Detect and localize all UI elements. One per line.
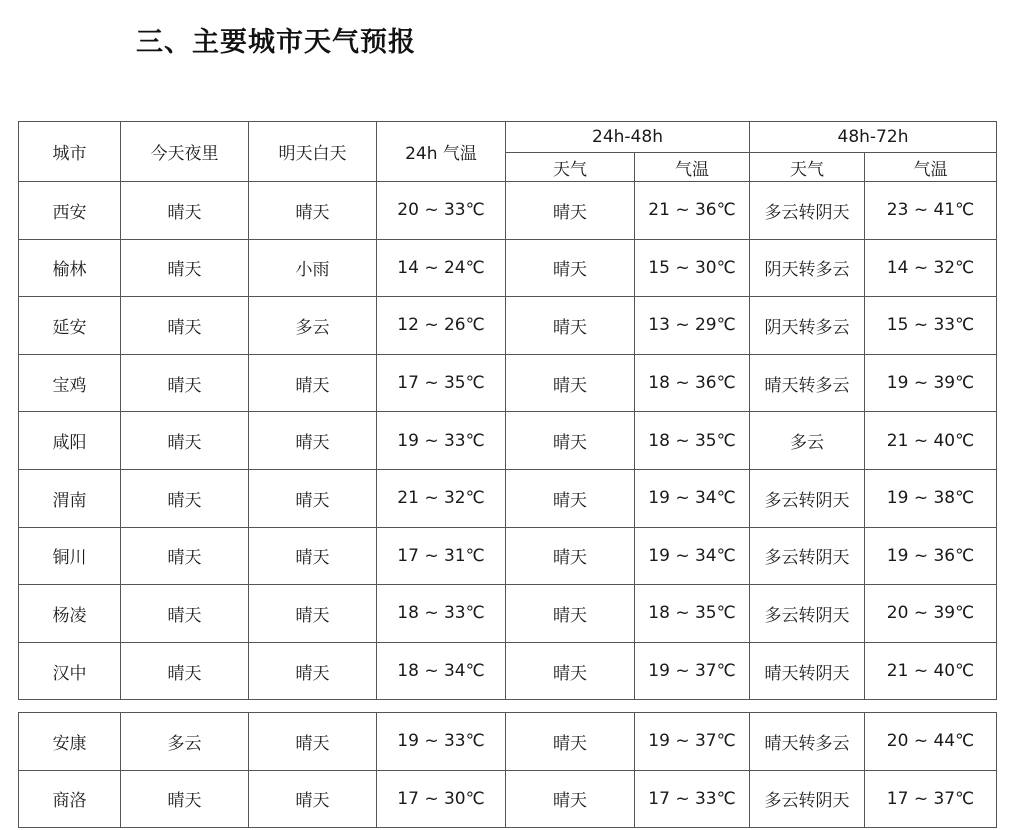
- cell-temp-48h: 18 ~ 35℃: [635, 585, 750, 643]
- cell-weather-72h: 晴天转多云: [750, 713, 865, 771]
- cell-tonight: 晴天: [121, 354, 249, 412]
- table-row: [19, 642, 997, 700]
- cell-city: 渭南: [19, 469, 121, 527]
- cell-temp-72h: 20 ~ 39℃: [865, 585, 997, 643]
- cell-temp-24h: 17 ~ 35℃: [377, 354, 506, 412]
- cell-temp-48h: 17 ~ 33℃: [635, 770, 750, 828]
- cell-tomorrow-day: 晴天: [249, 354, 377, 412]
- cell-temp-72h: 14 ~ 32℃: [865, 239, 997, 297]
- cell-temp-24h: 19 ~ 33℃: [377, 713, 506, 771]
- cell-weather-48h: 晴天: [506, 770, 635, 828]
- cell-temp-24h: 17 ~ 30℃: [377, 770, 506, 828]
- cell-tomorrow-day: 晴天: [249, 770, 377, 828]
- table-body-continued: [19, 713, 997, 828]
- cell-temp-24h: 17 ~ 31℃: [377, 527, 506, 585]
- cell-city: 延安: [19, 297, 121, 355]
- cell-tomorrow-day: 晴天: [249, 182, 377, 240]
- cell-temp-48h: 15 ~ 30℃: [635, 239, 750, 297]
- cell-weather-72h: 晴天转阴天: [750, 642, 865, 700]
- cell-temp-24h: 18 ~ 34℃: [377, 642, 506, 700]
- header-temp-24h: 24h 气温: [377, 122, 506, 182]
- cell-city: 安康: [19, 713, 121, 771]
- cell-tonight: 晴天: [121, 182, 249, 240]
- table-row: [19, 713, 997, 771]
- cell-weather-72h: 多云: [750, 412, 865, 470]
- cell-weather-48h: 晴天: [506, 585, 635, 643]
- header-temp-48h: 气温: [635, 153, 750, 182]
- cell-weather-72h: 阴天转多云: [750, 297, 865, 355]
- header-group-48h-72h: 48h-72h: [750, 122, 997, 153]
- cell-temp-72h: 19 ~ 38℃: [865, 469, 997, 527]
- cell-tomorrow-day: 晴天: [249, 412, 377, 470]
- cell-temp-72h: 17 ~ 37℃: [865, 770, 997, 828]
- cell-tomorrow-day: 晴天: [249, 713, 377, 771]
- cell-weather-72h: 晴天转多云: [750, 354, 865, 412]
- cell-tomorrow-day: 小雨: [249, 239, 377, 297]
- forecast-table-continued: [18, 712, 997, 828]
- cell-weather-72h: 多云转阴天: [750, 585, 865, 643]
- cell-weather-72h: 多云转阴天: [750, 469, 865, 527]
- cell-temp-24h: 18 ~ 33℃: [377, 585, 506, 643]
- table-row: [19, 354, 997, 412]
- cell-temp-24h: 21 ~ 32℃: [377, 469, 506, 527]
- cell-city: 西安: [19, 182, 121, 240]
- cell-weather-48h: 晴天: [506, 297, 635, 355]
- cell-city: 铜川: [19, 527, 121, 585]
- cell-temp-48h: 19 ~ 34℃: [635, 527, 750, 585]
- cell-weather-48h: 晴天: [506, 469, 635, 527]
- cell-temp-48h: 19 ~ 34℃: [635, 469, 750, 527]
- cell-weather-48h: 晴天: [506, 239, 635, 297]
- cell-temp-48h: 19 ~ 37℃: [635, 713, 750, 771]
- cell-weather-72h: 多云转阴天: [750, 770, 865, 828]
- cell-weather-48h: 晴天: [506, 527, 635, 585]
- cell-temp-72h: 20 ~ 44℃: [865, 713, 997, 771]
- cell-tonight: 晴天: [121, 297, 249, 355]
- cell-temp-72h: 21 ~ 40℃: [865, 412, 997, 470]
- cell-temp-72h: 23 ~ 41℃: [865, 182, 997, 240]
- cell-temp-72h: 19 ~ 36℃: [865, 527, 997, 585]
- cell-temp-24h: 20 ~ 33℃: [377, 182, 506, 240]
- cell-tonight: 多云: [121, 713, 249, 771]
- cell-city: 商洛: [19, 770, 121, 828]
- cell-city: 杨凌: [19, 585, 121, 643]
- cell-tonight: 晴天: [121, 239, 249, 297]
- cell-temp-48h: 18 ~ 35℃: [635, 412, 750, 470]
- header-temp-72h: 气温: [865, 153, 997, 182]
- cell-temp-48h: 13 ~ 29℃: [635, 297, 750, 355]
- table-row: [19, 770, 997, 828]
- cell-temp-72h: 15 ~ 33℃: [865, 297, 997, 355]
- cell-weather-72h: 多云转阴天: [750, 182, 865, 240]
- cell-weather-48h: 晴天: [506, 642, 635, 700]
- cell-temp-24h: 12 ~ 26℃: [377, 297, 506, 355]
- cell-tonight: 晴天: [121, 642, 249, 700]
- table-row: [19, 182, 997, 240]
- cell-city: 咸阳: [19, 412, 121, 470]
- header-weather-48h: 天气: [506, 153, 635, 182]
- cell-weather-48h: 晴天: [506, 182, 635, 240]
- cell-temp-72h: 21 ~ 40℃: [865, 642, 997, 700]
- table-row: [19, 297, 997, 355]
- cell-temp-48h: 18 ~ 36℃: [635, 354, 750, 412]
- cell-weather-72h: 多云转阴天: [750, 527, 865, 585]
- cell-tomorrow-day: 晴天: [249, 642, 377, 700]
- table-row: [19, 239, 997, 297]
- header-row: [19, 122, 997, 153]
- cell-temp-24h: 14 ~ 24℃: [377, 239, 506, 297]
- header-tonight: 今天夜里: [121, 122, 249, 182]
- header-tomorrow-day: 明天白天: [249, 122, 377, 182]
- cell-weather-48h: 晴天: [506, 713, 635, 771]
- table-row: [19, 527, 997, 585]
- header-city: 城市: [19, 122, 121, 182]
- forecast-table: [18, 121, 997, 700]
- header-group-24h-48h: 24h-48h: [506, 122, 750, 153]
- cell-tomorrow-day: 晴天: [249, 469, 377, 527]
- cell-tonight: 晴天: [121, 585, 249, 643]
- page-title: 三、主要城市天气预报: [136, 27, 416, 58]
- cell-weather-48h: 晴天: [506, 354, 635, 412]
- cell-temp-72h: 19 ~ 39℃: [865, 354, 997, 412]
- cell-city: 汉中: [19, 642, 121, 700]
- cell-tonight: 晴天: [121, 469, 249, 527]
- cell-temp-48h: 21 ~ 36℃: [635, 182, 750, 240]
- header-weather-72h: 天气: [750, 153, 865, 182]
- cell-temp-48h: 19 ~ 37℃: [635, 642, 750, 700]
- cell-weather-72h: 阴天转多云: [750, 239, 865, 297]
- cell-tomorrow-day: 晴天: [249, 527, 377, 585]
- cell-weather-48h: 晴天: [506, 412, 635, 470]
- cell-tonight: 晴天: [121, 770, 249, 828]
- cell-tomorrow-day: 多云: [249, 297, 377, 355]
- cell-tomorrow-day: 晴天: [249, 585, 377, 643]
- cell-tonight: 晴天: [121, 412, 249, 470]
- cell-city: 宝鸡: [19, 354, 121, 412]
- table-row: [19, 585, 997, 643]
- table-row: [19, 412, 997, 470]
- cell-temp-24h: 19 ~ 33℃: [377, 412, 506, 470]
- table-row: [19, 469, 997, 527]
- cell-tonight: 晴天: [121, 527, 249, 585]
- table-body: [19, 182, 997, 700]
- cell-city: 榆林: [19, 239, 121, 297]
